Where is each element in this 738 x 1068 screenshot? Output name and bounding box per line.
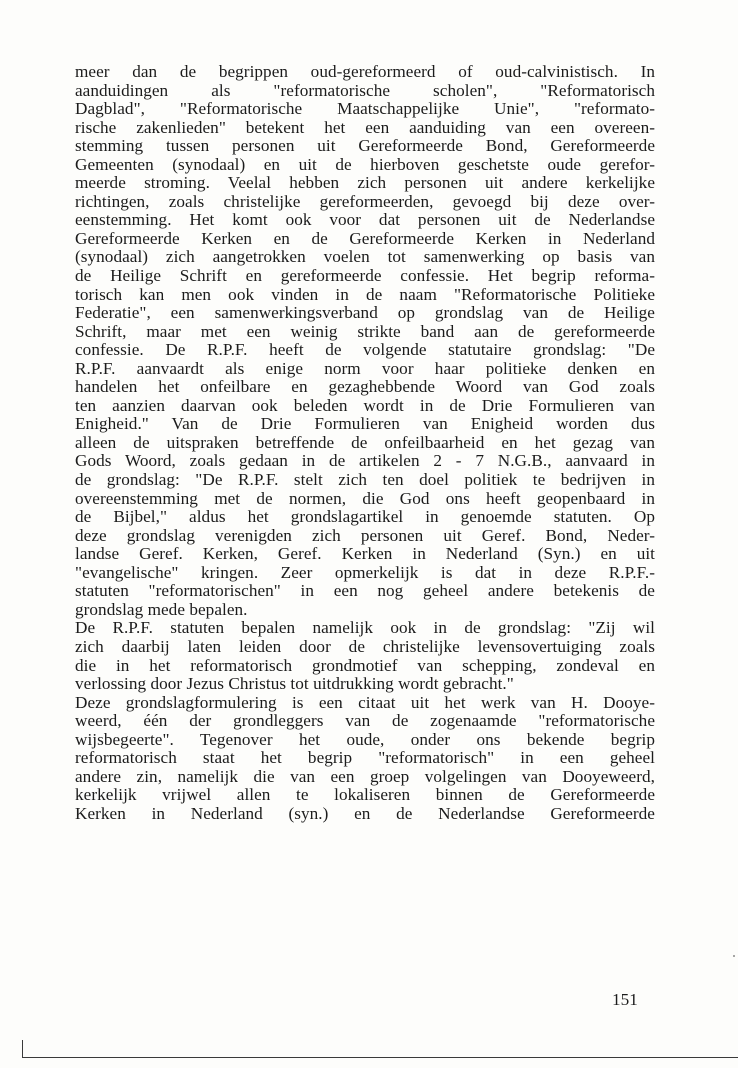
text-line: overeenstemming met de normen, die God ons heeft geopenbaard in [75,488,655,508]
text-line: Kerken in Nederland (syn.) en de Nederlandse Gereformeerde [75,803,655,823]
text-line: reformatorisch staat het begrip "reformatorisch" in een geheel [75,748,655,768]
text-line: torisch kan men ook vinden in de naam "Reformatorische Politieke [75,284,655,304]
text-line: Deze grondslagformulering is een citaat uit het werk van H. Dooye- [75,692,655,712]
text-line: richtingen, zoals christelijke gereformeerden, gevoegd bij deze over- [75,191,655,211]
text-line: Federatie", een samenwerkingsverband op grondslag van de Heilige [75,303,655,323]
text-line: (synodaal) zich aangetrokken voelen tot samenwerking op basis van [75,247,655,267]
text-line: Gereformeerde Kerken en de Gereformeerde Kerken in Nederland [75,228,655,248]
text-line: de Heilige Schrift en gereformeerde confessie. Het begrip reforma- [75,266,655,286]
scan-edge-left [22,1040,23,1058]
scan-speck [733,955,735,957]
text-line: meerde stroming. Veelal hebben zich personen uit andere kerkelijke [75,173,655,193]
text-line: alleen de uitspraken betreffende de onfeilbaarheid en het gezag van [75,432,655,452]
text-line: aanduidingen als "reformatorische scholen", "Reformatorisch [75,80,655,100]
text-line: zich daarbij laten leiden door de christelijke levensovertuiging zoals [75,636,655,656]
text-line: rische zakenlieden" betekent het een aanduiding van een overeen- [75,117,655,137]
text-line: confessie. De R.P.F. heeft de volgende statutaire grondslag: "De [75,340,655,360]
text-line: R.P.F. aanvaardt als enige norm voor haar politieke denken en [75,358,655,378]
text-line: stemming tussen personen uit Gereformeerde Bond, Gereformeerde [75,136,655,156]
text-line: grondslag mede bepalen. [75,599,248,619]
text-line: Dagblad", "Reformatorische Maatschappelijke Unie", "reformato- [75,99,655,119]
page-number: 151 [612,990,638,1009]
text-line: Gods Woord, zoals gedaan in de artikelen 2 - 7 N.G.B., aanvaard in [75,451,655,471]
scan-edge-bottom [22,1057,738,1058]
text-line: landse Geref. Kerken, Geref. Kerken in Nederland (Syn.) en uit [75,544,655,564]
body-text [75,63,655,823]
text-line: ten aanzien daarvan ook beleden wordt in de Drie Formulieren van [75,395,655,415]
text-line: wijsbegeerte". Tegenover het oude, onder ons bekende begrip [75,729,655,749]
text-line: die in het reformatorisch grondmotief van schepping, zondeval en [75,655,655,675]
text-line: Gemeenten (synodaal) en uit de hierboven geschetste oude gerefor- [75,154,655,174]
text-line: eenstemming. Het komt ook voor dat personen uit de Nederlandse [75,210,655,230]
text-line: andere zin, namelijk die van een groep volgelingen van Dooyeweerd, [75,766,655,786]
text-line: Schrift, maar met een weinig strikte band aan de gereformeerde [75,321,655,341]
text-line: kerkelijk vrijwel allen te lokaliseren binnen de Gereformeerde [75,785,655,805]
text-line: verlossing door Jezus Christus tot uitdrukking wordt gebracht." [75,674,514,694]
text-line: handelen het onfeilbare en gezaghebbende Woord van God zoals [75,377,655,397]
text-line: statuten "reformatorischen" in een nog geheel andere betekenis de [75,581,655,601]
text-line: meer dan de begrippen oud-gereformeerd of oud-calvinistisch. In [75,62,655,81]
text-line: De R.P.F. statuten bepalen namelijk ook in de grondslag: "Zij wil [75,618,655,638]
text-line: Enigheid." Van de Drie Formulieren van Enigheid worden dus [75,414,655,434]
text-line: weerd, één der grondleggers van de zogenaamde "reformatorische [75,711,655,731]
text-line: "evangelische" kringen. Zeer opmerkelijk is dat in deze R.P.F.- [75,562,655,582]
text-line: deze grondslag verenigden zich personen uit Geref. Bond, Neder- [75,525,655,545]
text-line: de grondslag: "De R.P.F. stelt zich ten doel politiek te bedrijven in [75,470,655,490]
text-line: de Bijbel," aldus het grondslagartikel in genoemde statuten. Op [75,507,655,527]
